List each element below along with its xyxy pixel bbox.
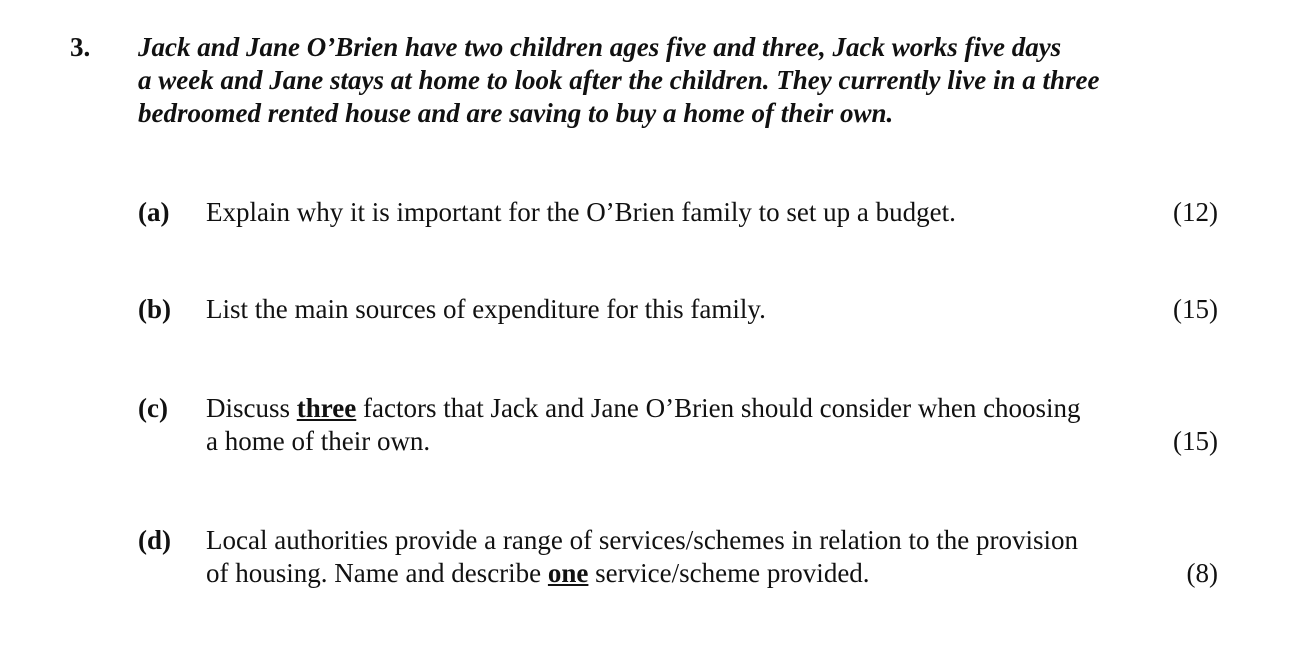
marks-value: (15) [1173,426,1218,456]
part-text [206,196,1156,229]
stem-line: Jack and Jane O’Brien have two children ages five and three, Jack works five days [138,32,1062,62]
part-label: (c) [138,393,168,423]
stem-line: bedroomed rented house and are saving to buy a home of their own. [138,98,894,128]
marks-value: (15) [1173,294,1218,324]
part-text [206,293,1156,326]
text-fragment: of housing. Name and describe [206,558,548,588]
emphasis-word: three [296,393,357,423]
emphasis-word: one [547,558,589,588]
part-text [206,392,1156,458]
marks-value: (12) [1173,197,1218,227]
question-number: 3. [70,32,91,62]
part-label: (a) [138,197,170,227]
part-text-line [206,557,1156,590]
part-text [206,524,1156,590]
part-text-line: Explain why it is important for the O’Brien family to set up a budget. [206,197,956,227]
part-text-line [206,392,1156,425]
text-fragment: Discuss [206,393,297,423]
part-text-line: a home of their own. [206,426,431,456]
question-stem [138,31,1238,130]
part-label: (b) [138,294,171,324]
part-text-line: Local authorities provide a range of services/schemes in relation to the provision [206,525,1078,555]
part-label: (d) [138,525,171,555]
marks-value: (8) [1186,558,1218,588]
stem-line: a week and Jane stays at home to look after the children. They currently live in a three [138,65,1100,95]
text-fragment: service/scheme provided. [588,558,870,588]
text-fragment: factors that Jack and Jane O’Brien should consider when choosing [356,393,1081,423]
part-text-line: List the main sources of expenditure for this family. [206,294,766,324]
